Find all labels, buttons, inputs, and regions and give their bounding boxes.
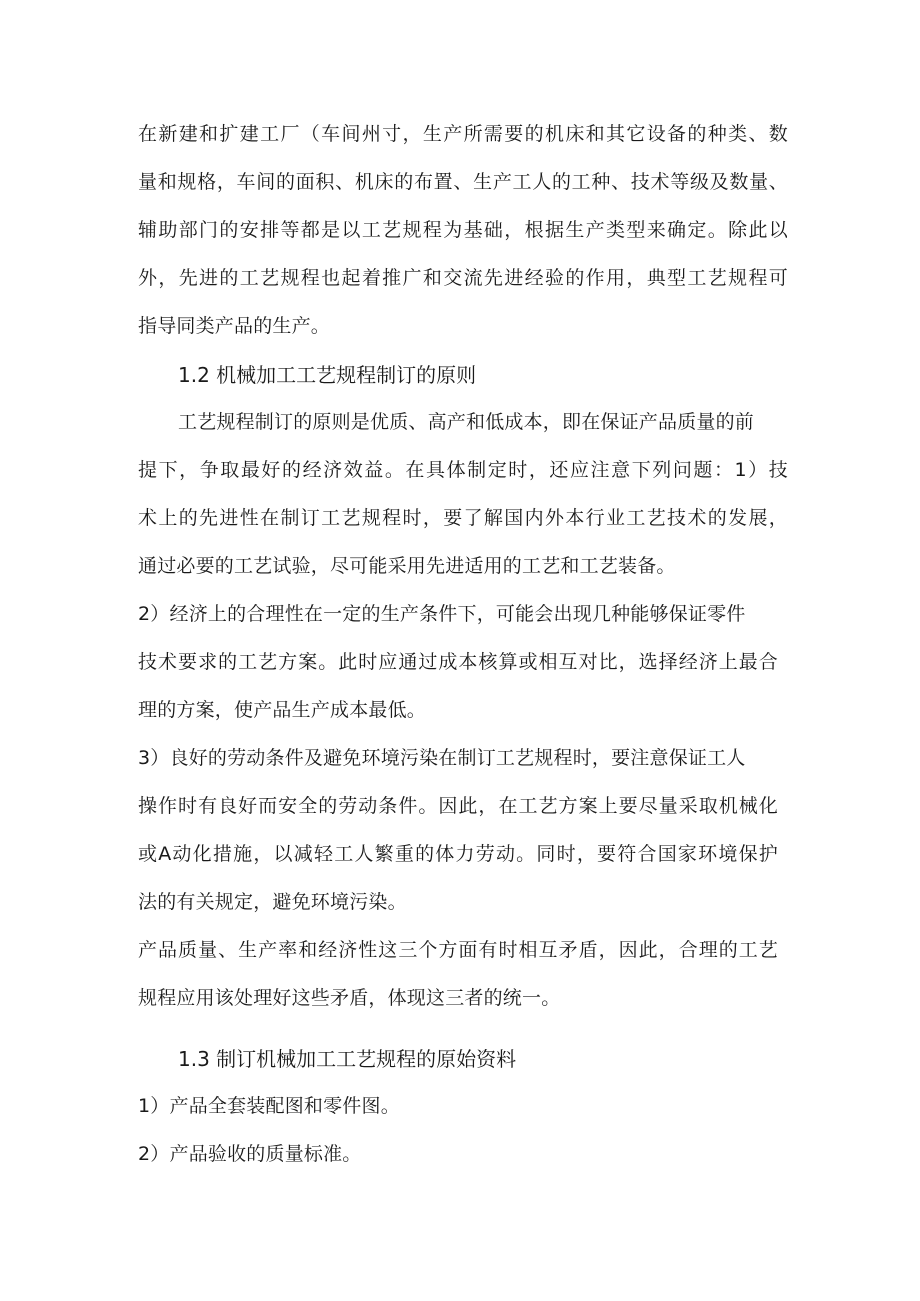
- list-item: 1）产品全套装配图和零件图。: [138, 1095, 400, 1117]
- section-heading-1-3: 1.3 制订机械加工工艺规程的原始资料: [178, 1047, 517, 1071]
- summary-line-1: 产品质量、生产率和经济性这三个方面有时相互矛盾，因此，合理的工艺: [138, 939, 778, 961]
- intro-line-2: 量和规格，车间的面积、机床的布置、生产工人的工种、技术等级及数量、: [138, 171, 788, 193]
- labor-line-1: 3）良好的劳动条件及避免环境污染在制订工艺规程时，要注意保证工人: [138, 747, 746, 769]
- intro-line-4: 外，先进的工艺规程也起着推广和交流先进经验的作用，典型工艺规程可: [138, 267, 788, 289]
- intro-line-3: 辅助部门的安排等都是以工艺规程为基础，根据生产类型来确定。除此以: [138, 219, 788, 241]
- economy-line-2: 技术要求的工艺方案。此时应通过成本核算或相互对比，选择经济上最合: [138, 651, 778, 673]
- labor-line-4: 法的有关规定，避免环境污染。: [138, 891, 407, 913]
- labor-line-3: 或A动化措施，以减轻工人繁重的体力劳动。同时，要符合国家环境保护: [138, 843, 778, 865]
- intro-line-1: 在新建和扩建工厂（车间州寸，生产所需要的机床和其它设备的种类、数: [138, 123, 788, 145]
- principle-line-4: 通过必要的工艺试验，尽可能采用先进适用的工艺和工艺装备。: [138, 555, 676, 577]
- principle-line-3: 术上的先进性在制订工艺规程时，要了解国内外本行业工艺技术的发展，: [138, 507, 788, 529]
- list-item: 2）产品验收的质量标准。: [138, 1143, 362, 1165]
- labor-line-2: 操作时有良好而安全的劳动条件。因此，在工艺方案上要尽量采取机械化: [138, 795, 778, 817]
- intro-line-5: 指导同类产品的生产。: [138, 315, 331, 337]
- principle-line-2: 提下，争取最好的经济效益。在具体制定时，还应注意下列问题：1）技: [138, 459, 788, 481]
- summary-line-2: 规程应用该处理好这些矛盾，体现这三者的统一。: [138, 987, 561, 1009]
- principle-line-1: 工艺规程制订的原则是优质、高产和低成本，即在保证产品质量的前: [178, 411, 755, 433]
- economy-line-3: 理的方案，使产品生产成本最低。: [138, 699, 427, 721]
- section-heading-1-2: 1.2 机械加工工艺规程制订的原则: [178, 363, 477, 387]
- economy-line-1: 2）经济上的合理性在一定的生产条件下，可能会出现几种能够保证零件: [138, 603, 746, 625]
